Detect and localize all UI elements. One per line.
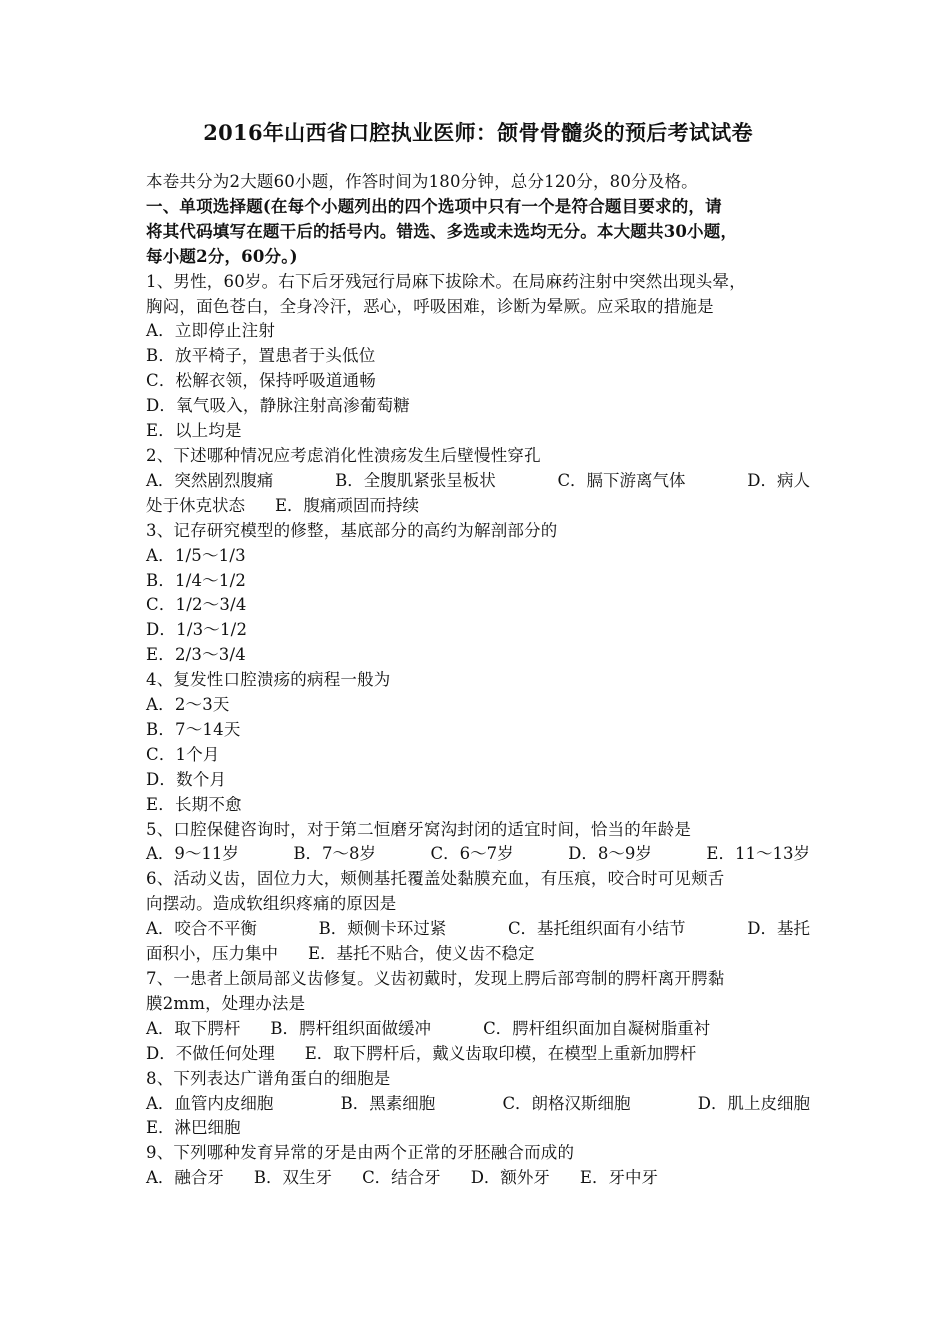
question-9 [146, 1141, 810, 1191]
option-a: A．血管内皮细胞 [146, 1093, 274, 1113]
option-d: D．基托 [747, 919, 810, 939]
options-row [146, 1092, 810, 1117]
options-row [146, 917, 810, 942]
options-row [146, 1042, 810, 1067]
question-stem: 向摆动。造成软组织疼痛的原因是 [146, 894, 397, 914]
option-b: B．7～8岁 [293, 844, 377, 864]
option-b: B．颊侧卡环过紧 [318, 919, 447, 939]
option-a: A．立即停止注射 [146, 321, 276, 341]
option-d: D．氧气吸入，静脉注射高渗葡萄糖 [146, 396, 410, 416]
question-2 [146, 444, 810, 519]
question-7 [146, 967, 810, 1067]
option-e: E．11～13岁 [706, 844, 810, 864]
option-c: C．基托组织面有小结节 [507, 919, 686, 939]
option-a: A．取下腭杆 [146, 1018, 241, 1038]
option-c: C．结合牙 [362, 1168, 441, 1188]
question-stem: 膜2mm，处理办法是 [146, 993, 306, 1013]
question-8 [146, 1067, 810, 1142]
option-c: C．膈下游离气体 [557, 470, 686, 490]
option-c: C．6～7岁 [430, 844, 514, 864]
question-1 [146, 270, 810, 444]
exam-intro: 本卷共分为2大题60小题，作答时间为180分钟，总分120分，80分及格。 [146, 172, 698, 191]
question-stem: 5、口腔保健咨询时，对于第二恒磨牙窝沟封闭的适宜时间，恰当的年龄是 [146, 819, 692, 839]
section-header-line: 将其代码填写在题干后的括号内。错选、多选或未选均无分。本大题共30小题， [146, 221, 738, 241]
option-c: C．朗格汉斯细胞 [502, 1093, 631, 1113]
option-c: C．1/2～3/4 [146, 595, 247, 615]
section-header-line: 一、单项选择题(在每个小题列出的四个选项中只有一个是符合题目要求的，请 [146, 196, 722, 216]
option-a: A．1/5～1/3 [146, 545, 246, 565]
question-stem: 2、下述哪种情况应考虑消化性溃疡发生后壁慢性穿孔 [146, 445, 541, 465]
option-d: D．1/3～1/2 [146, 620, 248, 640]
option-e: E．以上均是 [146, 421, 242, 441]
question-stem: 6、活动义齿，固位力大，颊侧基托覆盖处黏膜充血，有压痕，咬合时可见颊舌 [146, 869, 725, 889]
exam-title: 2016年山西省口腔执业医师：颌骨骨髓炎的预后考试试卷 [203, 120, 753, 145]
question-stem: 1、男性，60岁。右下后牙残冠行局麻下拔除术。在局麻药注射中突然出现头晕， [146, 271, 746, 291]
option-d-continued: 面积小，压力集中 [146, 944, 278, 964]
option-b: B．1/4～1/2 [146, 570, 247, 590]
question-stem: 9、下列哪种发育异常的牙是由两个正常的牙胚融合而成的 [146, 1143, 575, 1163]
question-stem: 3、记存研究模型的修整，基底部分的高约为解剖部分的 [146, 520, 558, 540]
option-a: A．咬合不平衡 [146, 919, 257, 939]
option-b: B．全腹肌紧张呈板状 [335, 470, 496, 490]
option-e: E．淋巴细胞 [146, 1118, 241, 1138]
option-e: E．基托不贴合，使义齿不稳定 [308, 944, 535, 964]
option-e: E．取下腭杆后，戴义齿取印模，在模型上重新加腭杆 [304, 1043, 697, 1063]
section-header-line: 每小题2分，60分。) [146, 246, 298, 266]
option-c: C．松解衣领，保持呼吸道通畅 [146, 371, 376, 391]
option-e: E．2/3～3/4 [146, 645, 246, 665]
option-a: A．突然剧烈腹痛 [146, 470, 274, 490]
question-4 [146, 668, 810, 817]
option-c: C．1个月 [146, 744, 220, 764]
question-stem: 7、一患者上颌局部义齿修复。义齿初戴时，发现上腭后部弯制的腭杆离开腭黏 [146, 969, 725, 988]
options-row [146, 1116, 810, 1141]
option-b: B．双生牙 [253, 1168, 333, 1188]
options-row [146, 1017, 810, 1042]
option-c: C．腭杆组织面加自凝树脂重衬 [483, 1018, 711, 1038]
option-b: B．放平椅子，置患者于头低位 [146, 346, 376, 366]
question-5 [146, 818, 810, 868]
option-d: D．肌上皮细胞 [697, 1093, 810, 1113]
option-d: D．不做任何处理 [146, 1043, 275, 1063]
question-stem: 8、下列表达广谱角蛋白的细胞是 [146, 1068, 391, 1088]
option-b: B．腭杆组织面做缓冲 [270, 1018, 432, 1038]
option-b: B．黑素细胞 [340, 1093, 436, 1113]
option-e: E．腹痛顽固而持续 [275, 495, 420, 515]
question-stem: 胸闷，面色苍白，全身冷汗，恶心，呼吸困难，诊断为晕厥。应采取的措施是 [146, 296, 714, 316]
option-d: D．病人 [747, 470, 810, 490]
options-row [146, 1166, 810, 1191]
exam-page [146, 118, 810, 1191]
option-d: D．8～9岁 [568, 844, 652, 864]
options-row [146, 842, 810, 867]
option-d: D．额外牙 [470, 1168, 550, 1188]
option-d: D．数个月 [146, 769, 227, 789]
options-row [146, 469, 810, 494]
options-row [146, 494, 810, 519]
options-row [146, 942, 810, 967]
option-b: B．7～14天 [146, 719, 241, 739]
option-e: E．长期不愈 [146, 794, 242, 814]
option-e: E．牙中牙 [579, 1168, 658, 1188]
option-a: A．2～3天 [146, 695, 230, 715]
question-6 [146, 867, 810, 967]
question-3 [146, 519, 810, 668]
option-d-continued: 处于休克状态 [146, 495, 245, 515]
option-a: A．9～11岁 [146, 844, 239, 864]
option-a: A．融合牙 [146, 1168, 224, 1188]
question-stem: 4、复发性口腔溃疡的病程一般为 [146, 670, 391, 690]
